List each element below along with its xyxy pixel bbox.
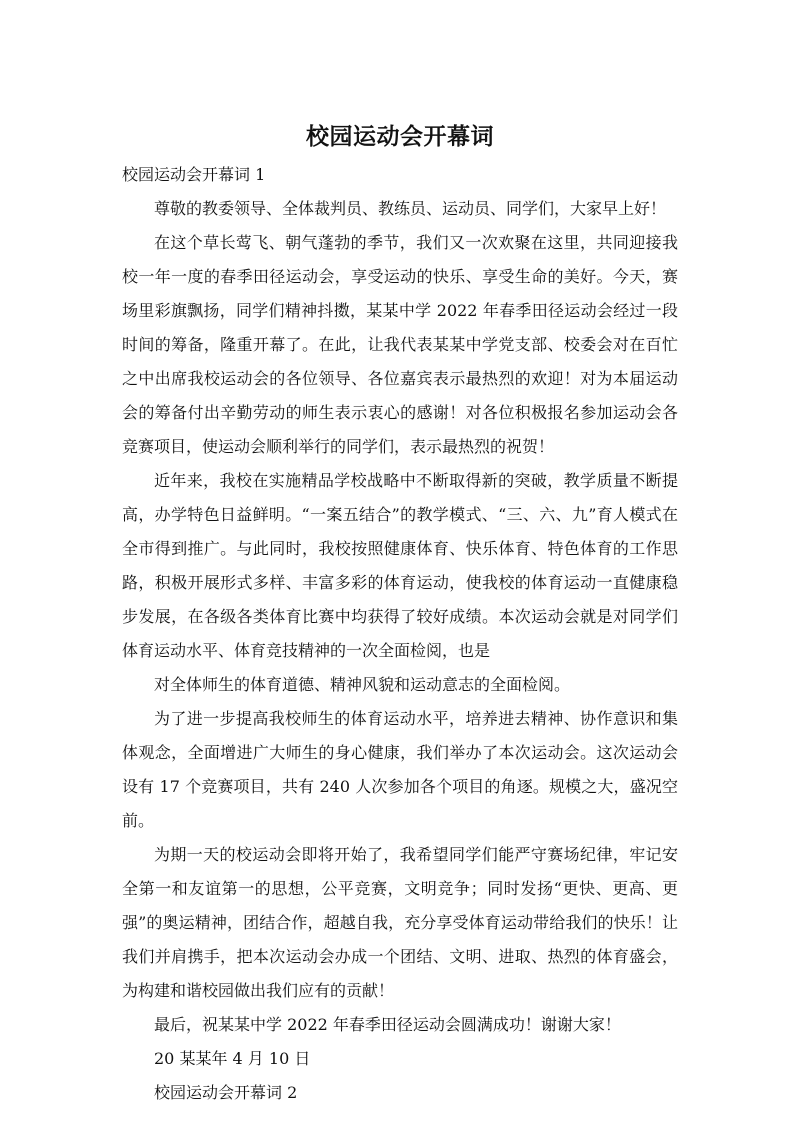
paragraph-hopes: 为期一天的校运动会即将开始了，我希望同学们能严守赛场纪律，牢记安全第一和友谊第一的思想，公平竞赛，文明竞争；同时发扬“更快、更高、更强”的奥运精神，团结合作，超越自我，充分享受体育运动带给我们的快乐！让我们并肩携手，把本次运动会办成一个团结、文明、进取、热烈的体育盛会，为构建和谐校园做出我们应有的贡献！ (122, 845, 678, 1000)
paragraph-purpose: 为了进一步提高我校师生的体育运动水平，培养进去精神、协作意识和集体观念，全面增进广大师生的身心健康，我们举办了本次运动会。这次运动会设有 17 个竞赛项目，共有 240 人次参加各个项目的角逐。规模之大，盛况空前。 (122, 709, 678, 830)
paragraph-welcome: 在这个草长莺飞、朝气蓬勃的季节，我们又一次欢聚在这里，共同迎接我校一年一度的春季田径运动会，享受运动的快乐、享受生命的美好。今天，赛场里彩旗飘扬，同学们精神抖擞，某某中学 2022 年春季田径运动会经过一段时间的筹备，隆重开幕了。在此，让我代表某某中学党支部、校委会对在百忙之中出席我校运动会的各位领导、各位嘉宾表示最热烈的欢迎！对为本届运动会的筹备付出辛勤劳动的师生表示衷心的感谢！对各位积极报名参加运动会各竞赛项目，使运动会顺利举行的同学们，表示最热烈的祝贺！ (122, 233, 678, 456)
paragraph-greeting: 尊敬的教委领导、全体裁判员、教练员、运动员、同学们，大家早上好！ (154, 199, 667, 218)
paragraph-closing: 最后，祝某某中学 2022 年春季田径运动会圆满成功！谢谢大家！ (154, 1015, 621, 1034)
document-title: 校园运动会开幕词 (306, 124, 494, 150)
document-body (122, 158, 678, 1110)
paragraph-date: 20 某某年 4 月 10 日 (154, 1049, 311, 1068)
section-heading-1: 校园运动会开幕词 1 (122, 165, 266, 184)
paragraph-achievements: 近年来，我校在实施精品学校战略中不断取得新的突破，教学质量不断提高，办学特色日益鲜明。“一案五结合”的教学模式、“三、六、九”育人模式在全市得到推广。与此同时，我校按照健康体育、快乐体育、特色体育的工作思路，积极开展形式多样、丰富多彩的体育运动，使我校的体育运动一直健康稳步发展，在各级各类体育比赛中均获得了较好成绩。本次运动会就是对同学们体育运动水平、体育竞技精神的一次全面检阅，也是 (122, 471, 678, 660)
section-heading-2: 校园运动会开幕词 2 (154, 1083, 298, 1102)
paragraph-continuation: 对全体师生的体育道德、精神风貌和运动意志的全面检阅。 (154, 675, 571, 694)
